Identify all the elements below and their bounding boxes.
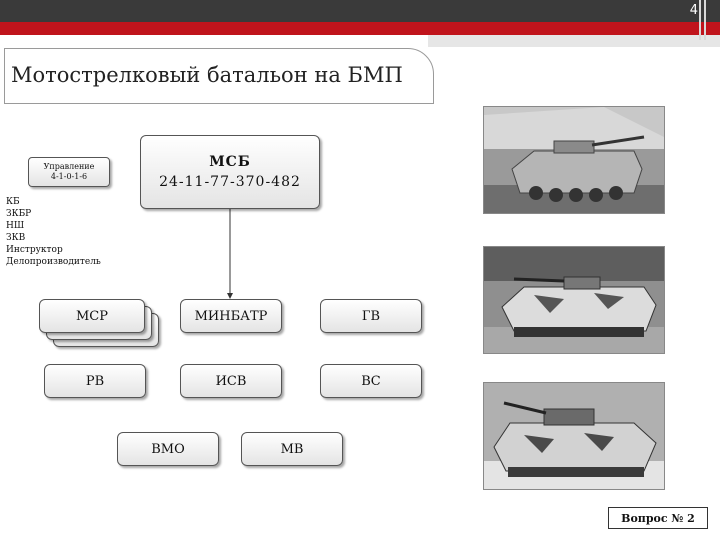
staff-list: [6, 196, 101, 268]
vs-label: ВС: [361, 373, 381, 389]
bmp-photo: [483, 246, 665, 354]
gv-box[interactable]: [320, 299, 422, 333]
control-box[interactable]: [28, 157, 110, 187]
gv-label: ГВ: [361, 308, 381, 324]
control-label: Управление: [43, 162, 95, 171]
question-label: Вопрос № 2: [608, 507, 708, 529]
bmp-photo: [483, 382, 665, 490]
staff-item: КБ: [6, 197, 20, 207]
rv-label: РВ: [85, 373, 105, 389]
mv-box[interactable]: [241, 432, 343, 466]
vmo-label: ВМО: [151, 441, 185, 457]
rv-box[interactable]: [44, 364, 146, 398]
page-title: Мотострелковый батальон на БМП: [11, 63, 403, 87]
control-code: 4-1-0-1-6: [50, 172, 88, 181]
msb-label: МСБ: [209, 154, 251, 170]
msr-box[interactable]: [39, 299, 145, 333]
mv-label: МВ: [280, 441, 304, 457]
minbatr-label: МИНБАТР: [194, 308, 268, 324]
minbatr-box[interactable]: [180, 299, 282, 333]
msb-code: 24-11-77-370-482: [159, 174, 301, 190]
staff-item: НШ: [6, 221, 25, 231]
isv-label: ИСВ: [215, 373, 247, 389]
staff-item: Делопроизводитель: [6, 257, 101, 267]
vs-box[interactable]: [320, 364, 422, 398]
staff-item: Инструктор: [6, 245, 63, 255]
staff-item: ЗКВ: [6, 233, 26, 243]
isv-box[interactable]: [180, 364, 282, 398]
staff-item: ЗКБР: [6, 209, 32, 219]
page-number: 4: [689, 3, 698, 18]
bmp-photo: [483, 106, 665, 214]
vmo-box[interactable]: [117, 432, 219, 466]
msr-label: МСР: [75, 308, 108, 324]
msb-box[interactable]: [140, 135, 320, 209]
